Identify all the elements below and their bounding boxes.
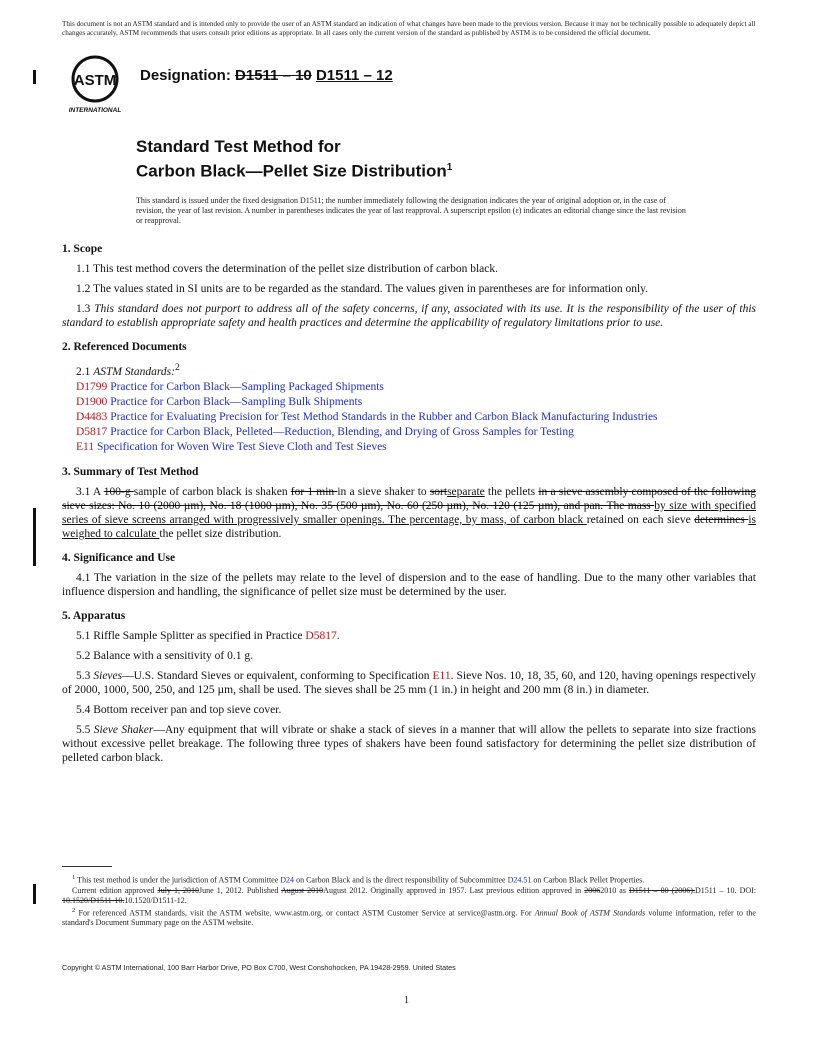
section-apparatus [62, 609, 756, 765]
issued-note: This standard is issued under the fixed designation D1511; the number immediately following the designation indicates the year of original adoption or, in the case of revision, the year of last revision. A number in parentheses indicates the year of last reapproval. A superscript epsilon (ε) indicates an editorial change since the last revision or reapproval. [136, 196, 686, 225]
ref-item [62, 440, 756, 455]
designation-old: D1511 – 10 [235, 67, 312, 84]
change-bar-footnote [33, 884, 36, 904]
change-bar-summary [33, 508, 36, 566]
svg-text:INTERNATIONAL: INTERNATIONAL [68, 107, 122, 114]
refs-intro: 2.1 ASTM Standards:$^2$ [76, 362, 180, 378]
apparatus-p3: 5.3 Sieves—U.S. Standard Sieves or equivalent, conforming to Specification E11. Sieve Nos. 10, 18, 35, 60, and 120, having openings respectively of 2000, 1000, 500, 250, and 125 µm, shall be used. The sieves shall be 25 mm (1 in.) in height and 200 mm (8 in.) in diameter. [62, 669, 756, 696]
link-d24[interactable]: D24 [280, 875, 295, 885]
footnote-1: $^1$ This test method is under the jurisdiction of ASTM Committee D24 on Carbon Black and is the direct responsibility of Subcommittee D24.51 on Carbon Black Pellet Properties. [72, 874, 645, 885]
scope-p2: 1.2 The values stated in SI units are to be regarded as the standard. The values given in parentheses are for information only. [76, 283, 649, 295]
apparatus-p5: 5.5 Sieve Shaker—Any equipment that will vibrate or shake a stack of sieves in a manner that will allow the pellets to separate into size fractions without excessive pellet breakage. The following three types of shakers have been found satisfactory for determining the pellet size distribution of pelleted carbon black. [62, 723, 757, 764]
ref-code-link[interactable]: E11 [76, 440, 95, 453]
apparatus-p2: 5.2 Balance with a sensitivity of 0.1 g. [76, 649, 253, 662]
ref-title-link[interactable]: Specification for Woven Wire Test Sieve Cloth and Test Sieves [96, 440, 387, 453]
astm-logo [62, 54, 128, 116]
ref-code-link[interactable]: D4483 [76, 410, 108, 423]
section-significance [62, 551, 756, 599]
apparatus-heading: 5. Apparatus [62, 609, 126, 622]
title-line1: Standard Test Method for [136, 137, 341, 156]
summary-heading: 3. Summary of Test Method [62, 465, 199, 478]
page-title [136, 136, 452, 182]
ref-item [62, 395, 756, 410]
section-scope [62, 242, 756, 330]
footnote-2: $^2$ For referenced ASTM standards, visit the ASTM website, www.astm.org, or contact ASTM Customer Service at service@astm.org. For Annual Book of ASTM Standards volume information, refer to the standard's Document Summary page on the ASTM website. [62, 906, 756, 928]
footnotes [62, 866, 756, 928]
scope-heading: 1. Scope [62, 243, 103, 255]
designation-new: D1511 – 12 [315, 67, 393, 84]
ref-code-link[interactable]: D1799 [76, 380, 108, 393]
footnote-rule [62, 866, 112, 867]
apparatus-p1: 5.1 Riffle Sample Splitter as specified in Practice D5817. [76, 629, 340, 642]
designation-label: Designation: [140, 67, 231, 84]
ref-title-link[interactable]: Practice for Carbon Black, Pelleted—Reduction, Blending, and Drying of Gross Samples for Testing [110, 425, 574, 438]
ref-code-link[interactable]: D5817 [76, 425, 108, 438]
ref-item [62, 425, 756, 440]
summary-p1: 3.1 A 100-g sample of carbon black is shaken for 1 min in a sieve shaker to sortseparate the pellets in a sieve assembly composed of the following sieve sizes: No. 10 (2000 µm), No. 18 (1000 µm), No. 35 (500 µm), No. 60 (250 µm), No. 120 (125 µm), and pan. The mass by size with specified series of sieve screens arranged with progressively smaller openings. The percentage, by mass, of carbon black retained on each sieve determines is weighed to calculate the pellet size distribution. [62, 485, 756, 540]
ref-title-link[interactable]: Practice for Carbon Black—Sampling Bulk Shipments [110, 395, 363, 408]
copyright: Copyright © ASTM International, 100 Barr Harbor Drive, PO Box C700, West Conshohocken, PA 19428-2959. United States [62, 963, 456, 972]
section-summary [62, 465, 756, 541]
section-references [62, 340, 756, 455]
main-content [62, 242, 756, 775]
ref-item [62, 380, 756, 395]
link-e11[interactable]: E11 [432, 669, 451, 682]
significance-heading: 4. Significance and Use [62, 551, 176, 564]
change-bar-header [33, 70, 36, 84]
refs-list [62, 380, 756, 455]
page-number: 1 [404, 995, 409, 1006]
apparatus-p4: 5.4 Bottom receiver pan and top sieve cover. [76, 703, 282, 716]
ref-title-link[interactable]: Practice for Evaluating Precision for Test Method Standards in the Rubber and Carbon Black Manufacturing Industries [110, 410, 658, 423]
link-d5817[interactable]: D5817 [305, 629, 337, 642]
ref-code-link[interactable]: D1900 [76, 395, 108, 408]
disclaimer: This document is not an ASTM standard and is intended only to provide the user of an ASTM standard an indication of what changes have been made to the previous version. Because it may not be technically possible to adequately depict all changes accurately, ASTM recommends that users consult prior editions as appropriate. In all cases only the current version of the standard as published by ASTM is to be considered the official document. [62, 20, 756, 37]
title-footnote-mark: 1 [446, 162, 453, 173]
title-line2: Carbon Black—Pellet Size Distribution$^1$ [136, 161, 453, 181]
ref-title-link[interactable]: Practice for Carbon Black—Sampling Packaged Shipments [110, 380, 384, 393]
footnote-1-edition: Current edition approved July 1, 2010June 1, 2012. Published August 2010August 2012. Originally approved in 1957. Last previous edition approved in 20062010 as D1511 – 00 (2006).D1511 – 10. DOI: 10.1520/D1511-10.10.1520/D1511-12. [62, 885, 757, 905]
ref-item [62, 410, 756, 425]
scope-p1: 1.1 This test method covers the determination of the pellet size distribution of carbon black. [76, 263, 498, 275]
refs-heading: 2. Referenced Documents [62, 341, 187, 353]
designation [140, 67, 393, 84]
significance-p1: 4.1 The variation in the size of the pellets may relate to the level of dispersion and to the ease of handling. Due to the many other variables that influence dispersion and handling, the significance of pellet size must be determined by the user. [62, 571, 756, 598]
link-d24-51[interactable]: D24.51 [507, 875, 532, 885]
scope-p3: 1.3 This standard does not purport to address all of the safety concerns, if any, associated with its use. It is the responsibility of the user of this standard to establish appropriate safety and health practices and determine the applicability of regulatory limitations prior to use. [62, 303, 757, 329]
svg-text:ASTM: ASTM [73, 72, 117, 89]
